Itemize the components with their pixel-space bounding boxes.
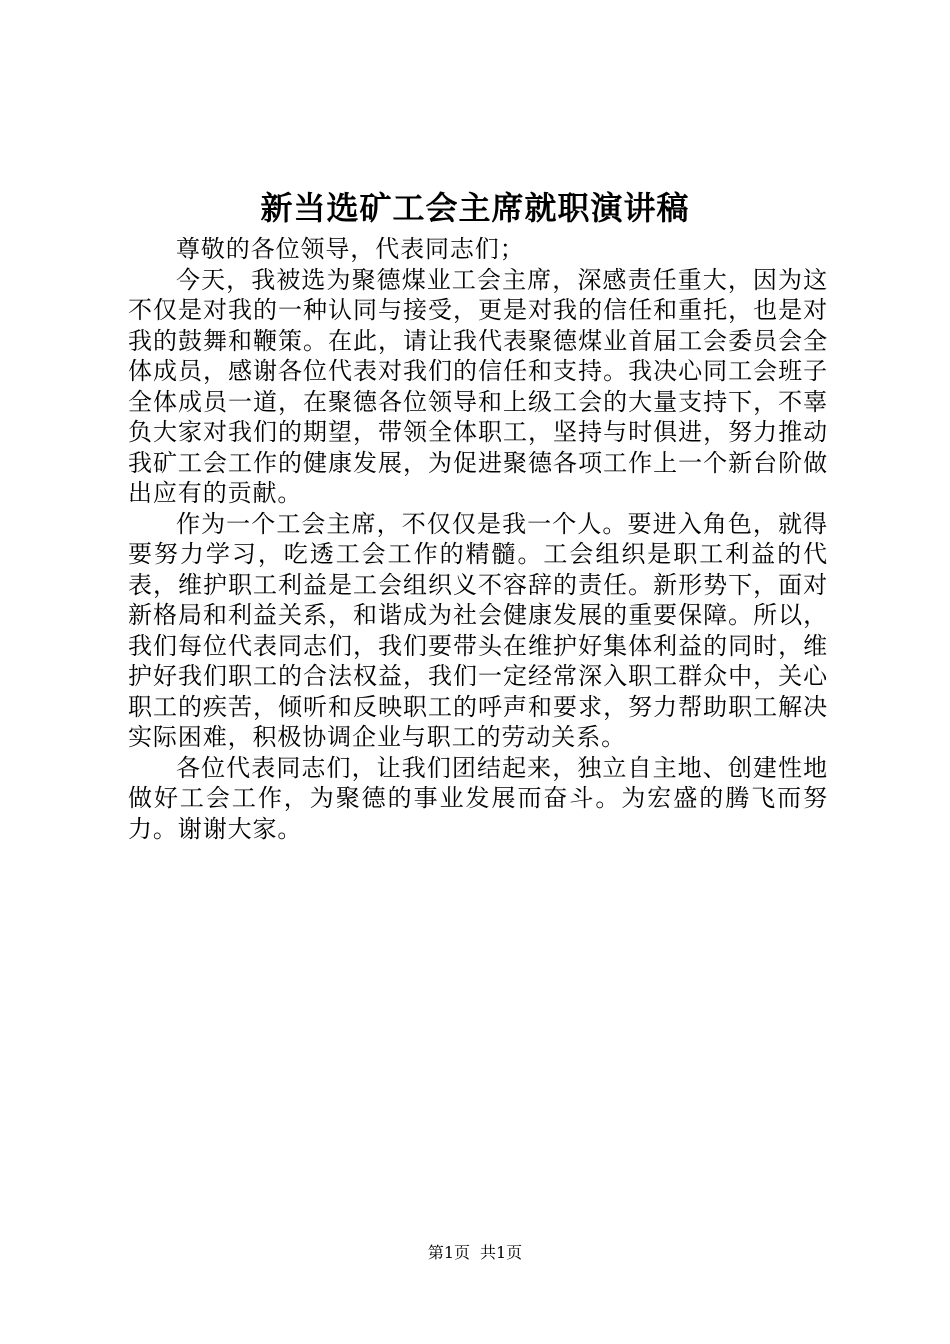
body-paragraph: 作为一个工会主席，不仅仅是我一个人。要进入角色，就得要努力学习，吃透工会工作的精髓。工会组织是职工利益的代表，维护职工利益是工会组织义不容辞的责任。新形势下，面对新格局和利益关系，和谐成为社会健康发展的重要保障。所以，我们每位代表同志们，我们要带头在维护好集体利益的同时，维护好我们职工的合法权益，我们一定经常深入职工群众中，关心职工的疾苦，倾听和反映职工的呼声和要求，努力帮助职工解决实际困难，积极协调企业与职工的劳动关系。: [128, 509, 828, 751]
page-number: 第1页: [427, 1243, 470, 1262]
closing-paragraph: 各位代表同志们，让我们团结起来，独立自主地、创建性地做好工会工作，为聚德的事业发展而奋斗。为宏盛的腾飞而努力。谢谢大家。: [128, 753, 828, 843]
page-footer: [0, 1242, 950, 1264]
document-body: [128, 234, 828, 844]
body-paragraph: 今天，我被选为聚德煤业工会主席，深感责任重大，因为这不仅是对我的一种认同与接受，更是对我的信任和重托，也是对我的鼓舞和鞭策。在此，请让我代表聚德煤业首届工会委员会全体成员，感谢各位代表对我们的信任和支持。我决心同工会班子全体成员一道，在聚德各位领导和上级工会的大量支持下，不辜负大家对我们的期望，带领全体职工，坚持与时俱进，努力推动我矿工会工作的健康发展，为促进聚德各项工作上一个新台阶做出应有的贡献。: [128, 265, 828, 507]
page-count: 共1页: [480, 1243, 523, 1262]
document-title: 新当选矿工会主席就职演讲稿: [260, 189, 690, 227]
salutation-paragraph: 尊敬的各位领导，代表同志们；: [176, 235, 525, 263]
